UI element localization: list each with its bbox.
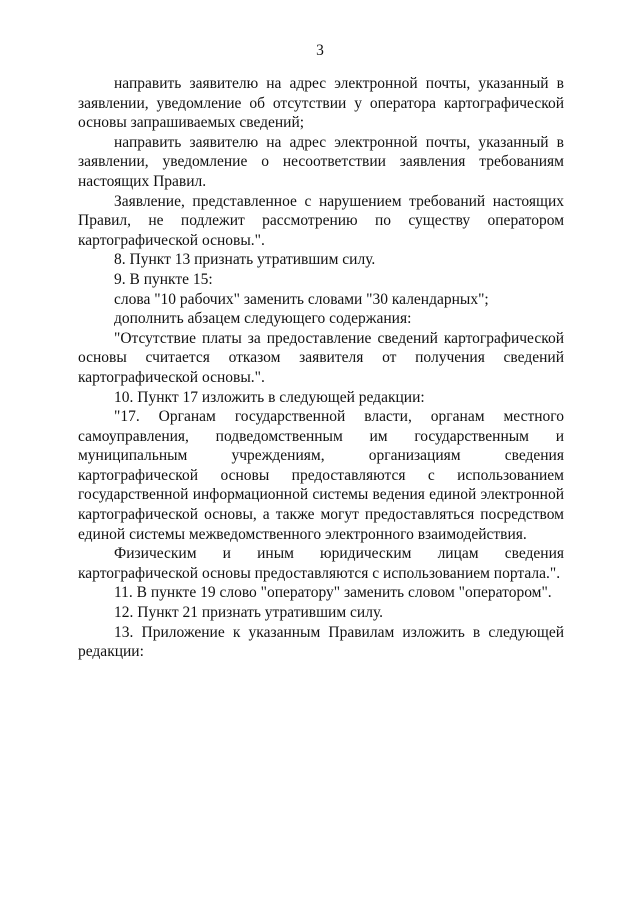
paragraph-application-rejected: Заявление, представленное с нарушением требований настоящих Правил, не подлежит рассмотрению по существу оператором картографической основы.".: [78, 192, 564, 249]
paragraph-item-10: 10. Пункт 17 изложить в следующей редакции:: [114, 388, 425, 406]
paragraph-notify-absence: направить заявителю на адрес электронной почты, указанный в заявлении, уведомление об отсутствии у оператора картографической основы запрашиваемых сведений;: [78, 75, 564, 132]
paragraph-notify-mismatch: направить заявителю на адрес электронной почты, указанный в заявлении, уведомление о несоответствии заявления требованиям настоящих Правил.: [78, 133, 564, 190]
paragraph-item-9-add: дополнить абзацем следующего содержания:: [114, 310, 412, 328]
document-body: [78, 74, 564, 662]
paragraph-item-9-text: "Отсутствие платы за предоставление сведений картографической основы считается отказом заявителя от получения сведений картографической основы.".: [78, 329, 564, 386]
paragraph-item-17-physical: Физическим и иным юридическим лицам сведения картографической основы предоставляются с использованием портала.".: [78, 545, 564, 582]
paragraph-item-11: 11. В пункте 19 слово "оператору" заменить словом "оператором".: [114, 584, 552, 602]
paragraph-item-17-text: "17. Органам государственной власти, органам местного самоуправления, подведомственным им государственным и муниципальным учреждениям, организациям сведения картографической основы предоставляются с использованием государственной информационной системы ведения единой электронной картографической основы, а также могут предоставляться посредством единой системы межведомственного электронного взаимодействия.: [78, 408, 564, 543]
page-number: 3: [316, 42, 324, 59]
paragraph-item-8: 8. Пункт 13 признать утратившим силу.: [114, 251, 376, 269]
paragraph-item-12: 12. Пункт 21 признать утратившим силу.: [114, 604, 384, 622]
paragraph-item-13: 13. Приложение к указанным Правилам изложить в следующей редакции:: [78, 623, 564, 661]
paragraph-item-9: 9. В пункте 15:: [114, 270, 213, 288]
paragraph-item-9-words: слова "10 рабочих" заменить словами "30 календарных";: [114, 290, 489, 308]
